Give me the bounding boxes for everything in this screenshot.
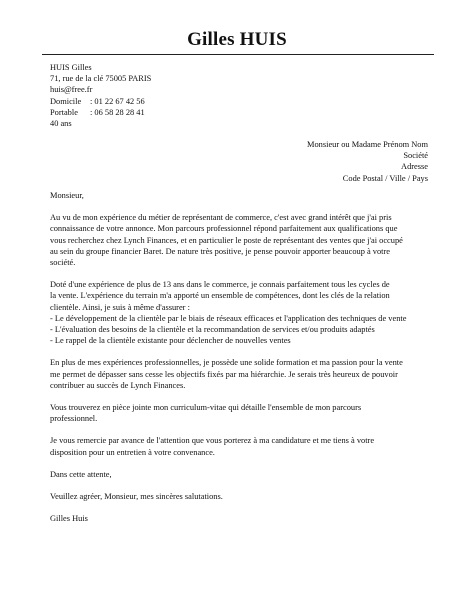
- paragraph-line: professionnel.: [50, 414, 98, 424]
- sender-email: huis@free.fr: [50, 85, 93, 95]
- letter-body: [50, 190, 434, 535]
- signature: Gilles Huis: [50, 514, 88, 524]
- paragraph-thanks: [50, 435, 434, 457]
- paragraph-line: Vous trouverez en pièce jointe mon curriculum-vitae qui détaille l'ensemble de mon parcours: [50, 403, 362, 413]
- paragraph-attachment: [50, 402, 434, 424]
- sender-address: 71, rue de la clé 75005 PARIS: [50, 74, 152, 84]
- sender-block: [50, 62, 151, 129]
- header-divider: [42, 54, 434, 55]
- recipient-name: Monsieur ou Madame Prénom Nom: [307, 140, 428, 149]
- home-phone-label: Domicile: [50, 96, 82, 106]
- mobile-phone-label: Portable: [50, 107, 78, 117]
- list-item: - Le développement de la clientèle par le biais de réseaux efficaces et l'application des techniques de vente: [50, 313, 407, 323]
- paragraph-line: la vente. L'expérience du terrain m'a apporté un ensemble de compétences, dont les clés de la relation: [50, 291, 390, 301]
- home-phone-value: : 01 22 67 42 56: [90, 96, 145, 106]
- paragraph-line: Au vu de mon expérience du métier de représentant de commerce, c'est avec grand intérêt que j'ai pris: [50, 213, 392, 223]
- paragraph-line: connaissance de votre annonce. Mon parcours professionnel répond parfaitement aux qualifications que: [50, 224, 398, 234]
- paragraph-line: vous recherchez chez Lynch Finances, et en particulier le poste de représentant des ventes que j'ai occupé: [50, 235, 403, 245]
- recipient-block: [307, 139, 428, 184]
- paragraph-experience: [50, 279, 434, 346]
- paragraph-line: Je vous remercie par avance de l'attention que vous porterez à ma candidature et me tiens à votre: [50, 436, 375, 446]
- paragraph-line: au sein du groupe financier Baret. De nature très positive, je pense pouvoir apporter beaucoup à votre: [50, 246, 390, 256]
- sender-age: 40 ans: [50, 119, 72, 129]
- paragraph-intro: [50, 212, 434, 268]
- sender-home-phone-row: [50, 96, 151, 107]
- paragraph-line: En plus de mes expériences professionnelles, je possède une solide formation et ma passion pour la vente: [50, 358, 403, 368]
- paragraph-line: clientèle. Ainsi, je suis à même d'assurer :: [50, 302, 190, 312]
- recipient-company: Société: [403, 151, 428, 161]
- list-item: - L'évaluation des besoins de la clientèle et la recommandation de services et/ou produits adaptés: [50, 325, 375, 335]
- letter-header: [0, 30, 474, 50]
- paragraph-training: [50, 357, 434, 391]
- paragraph-line: disposition pour un entretien à votre convenance.: [50, 447, 215, 457]
- list-item: - Le rappel de la clientèle existante pour déclencher de nouvelles ventes: [50, 336, 291, 346]
- mobile-phone-value: : 06 58 28 28 41: [90, 107, 145, 117]
- paragraph-line: Doté d'une expérience de plus de 13 ans dans le commerce, je connais parfaitement tous les cycles de: [50, 280, 390, 290]
- salutation: Monsieur,: [50, 191, 84, 200]
- recipient-city: Code Postal / Ville / Pays: [342, 173, 428, 183]
- sender-name: HUIS Gilles: [50, 63, 92, 72]
- closing-salutation: Veuillez agréer, Monsieur, mes sincères salutations.: [50, 492, 223, 502]
- paragraph-line: société.: [50, 258, 76, 268]
- applicant-name-title: Gilles HUIS: [187, 29, 287, 50]
- recipient-address: Adresse: [401, 162, 428, 172]
- sender-mobile-phone-row: [50, 107, 151, 118]
- closing-line: Dans cette attente,: [50, 469, 112, 479]
- paragraph-line: contribuer au succès de Lynch Finances.: [50, 380, 186, 390]
- paragraph-line: me permet de dépasser sans cesse les objectifs fixés par ma hiérarchie. Je serais très heureux de pouvoir: [50, 369, 398, 379]
